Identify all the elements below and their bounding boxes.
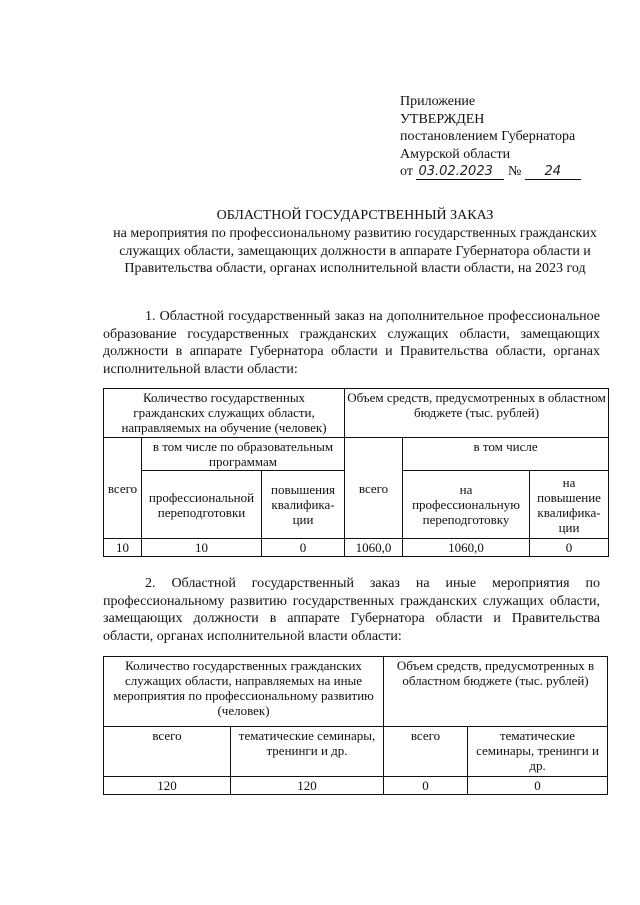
col-total-funds: всего — [345, 438, 403, 539]
col-funds-retraining: на профессиональную переподготовку — [403, 471, 530, 539]
decree-label: постановлением Губернатора — [400, 129, 576, 144]
header-employee-count-2: Количество государственных гражданских служащих области, направляемых на иные мероприятия по профессиональному развитию (человек) — [104, 657, 384, 727]
section-2-paragraph — [103, 575, 600, 645]
appendix-label: Приложение — [400, 94, 476, 109]
date-number-line — [400, 163, 630, 181]
header-budget-funds-2: Объем средств, предусмотренных в областном бюджете (тыс. рублей) — [384, 657, 608, 727]
col-seminars: тематические семинары, тренинги и др. — [231, 727, 384, 777]
table-cell: 1060,0 — [403, 539, 530, 557]
other-activities-table — [103, 656, 608, 795]
table-cell: 10 — [104, 539, 142, 557]
sub-header-including: в том числе — [403, 438, 609, 471]
section-1-paragraph — [103, 308, 600, 378]
table-cell: 0 — [530, 539, 609, 557]
header-employee-count: Количество государственных гражданских служащих области, направляемых на обучение (человек) — [104, 389, 345, 438]
col-total-employees-2: всего — [104, 727, 231, 777]
section-2-number: 2. — [145, 576, 156, 591]
header-budget-funds: Объем средств, предусмотренных в областном бюджете (тыс. рублей) — [345, 389, 609, 438]
table-cell: 120 — [231, 777, 384, 795]
col-retraining: профессиональной переподготовки — [142, 471, 262, 539]
col-qualification: повышения квалифика-ции — [262, 471, 345, 539]
col-funds-qualification: на повышение квалифика-ции — [530, 471, 609, 539]
document-title: ОБЛАСТНОЙ ГОСУДАРСТВЕННЫЙ ЗАКАЗ — [216, 208, 494, 223]
table-cell: 0 — [384, 777, 468, 795]
table-cell: 1060,0 — [345, 539, 403, 557]
section-2-text: Областной государственный заказ на иные мероприятия по профессиональному развитию государственных гражданских служащих области, замещающих должности в аппарате Губернатора области и Правительства области, органах исполнительной власти области: — [103, 576, 601, 644]
approval-block — [400, 93, 630, 181]
col-total-employees: всего — [104, 438, 142, 539]
sub-header-programs: в том числе по образовательным программам — [142, 438, 345, 471]
table-cell: 0 — [262, 539, 345, 557]
number-prefix: № — [507, 164, 522, 179]
handwritten-date: 03.02.2023 — [416, 165, 504, 180]
region-label: Амурской области — [400, 146, 511, 162]
table-cell: 120 — [104, 777, 231, 795]
date-prefix: от — [400, 164, 413, 179]
table-cell: 0 — [468, 777, 608, 795]
col-total-funds-2: всего — [384, 727, 468, 777]
table-cell: 10 — [142, 539, 262, 557]
document-subtitle: на мероприятия по профессиональному развитию государственных гражданских служащих области, замещающих должности в аппарате Губернатора области и Правительства области, органах исполнительной власти области, на 2023 год — [113, 226, 597, 276]
col-seminars-funds: тематические семинары, тренинги и др. — [468, 727, 608, 777]
approved-label: УТВЕРЖДЕН — [400, 111, 485, 127]
education-order-table — [103, 388, 609, 557]
section-1-text: Областной государственный заказ на дополнительное профессиональное образование государственных гражданских служащих области, замещающих должности в аппарате Губернатора области и Правительства области, органах исполнительной власти области: — [103, 309, 600, 377]
handwritten-number: 24 — [525, 165, 581, 180]
section-1-number: 1. — [145, 309, 156, 324]
